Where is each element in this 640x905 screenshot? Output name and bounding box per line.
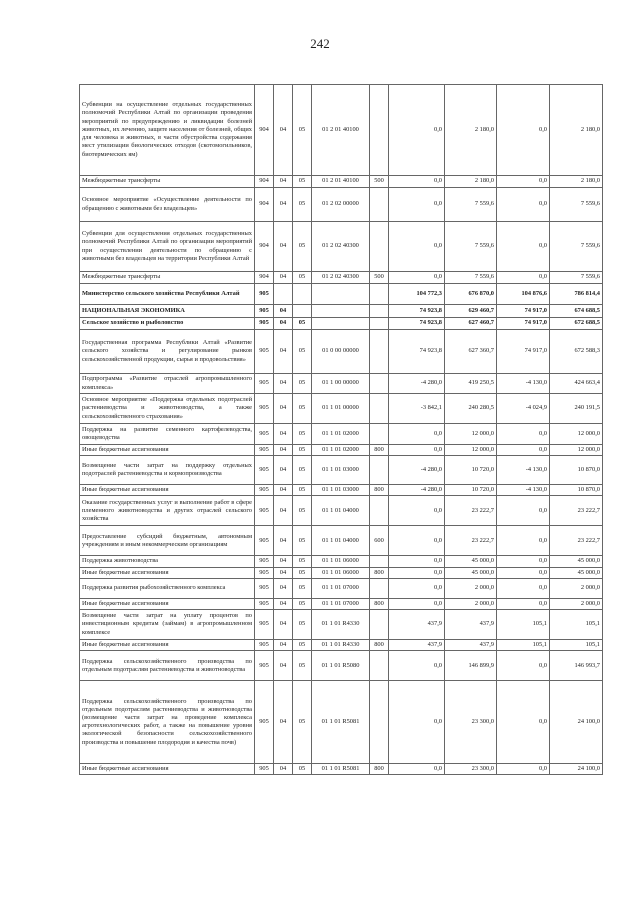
cell-amount-1: 0,0: [389, 764, 445, 775]
cell-grbs: 905: [255, 651, 274, 681]
cell-grbs: 905: [255, 394, 274, 424]
cell-target-article: 01 1 01 03000: [312, 456, 370, 485]
cell-grbs: 905: [255, 445, 274, 456]
cell-target-article: 01 2 02 40300: [312, 222, 370, 272]
cell-expense-type: [370, 374, 389, 394]
cell-amount-2: 23 300,0: [445, 764, 497, 775]
cell-target-article: 01 2 01 40100: [312, 85, 370, 176]
cell-amount-1: 0,0: [389, 445, 445, 456]
cell-amount-2: 146 899,9: [445, 651, 497, 681]
cell-name: Сельское хозяйство и рыболовство: [80, 318, 255, 330]
table-row: [80, 651, 603, 681]
table-row: [80, 330, 603, 374]
cell-section: 04: [274, 567, 293, 578]
cell-expense-type: [370, 284, 389, 305]
cell-amount-1: 0,0: [389, 176, 445, 188]
cell-amount-2: 7 559,6: [445, 222, 497, 272]
cell-name: Поддержка сельскохозяйственного производства по отдельным подотраслям растениеводства и животноводства: [80, 651, 255, 681]
cell-section: 04: [274, 578, 293, 598]
cell-amount-1: 0,0: [389, 188, 445, 222]
cell-grbs: 904: [255, 188, 274, 222]
cell-target-article: 01 1 01 R5080: [312, 651, 370, 681]
cell-amount-1: 0,0: [389, 222, 445, 272]
cell-amount-4: 672 688,5: [550, 318, 603, 330]
cell-amount-1: 0,0: [389, 651, 445, 681]
table-row: [80, 188, 603, 222]
cell-amount-2: 676 870,0: [445, 284, 497, 305]
table-body: [80, 85, 603, 775]
cell-expense-type: [370, 651, 389, 681]
cell-grbs: 905: [255, 640, 274, 651]
cell-section: 04: [274, 176, 293, 188]
cell-grbs: 905: [255, 567, 274, 578]
cell-name: Подпрограмма «Развитие отраслей агропромышленного комплекса»: [80, 374, 255, 394]
cell-subsection: 05: [293, 681, 312, 764]
table-row: [80, 610, 603, 640]
table-row: [80, 85, 603, 176]
cell-name: Иные бюджетные ассигнования: [80, 764, 255, 775]
cell-grbs: 905: [255, 284, 274, 305]
cell-name: Межбюджетные трансферты: [80, 272, 255, 284]
cell-grbs: 905: [255, 485, 274, 496]
cell-amount-3: -4 130,0: [497, 456, 550, 485]
cell-name: Иные бюджетные ассигнования: [80, 567, 255, 578]
cell-grbs: 904: [255, 176, 274, 188]
cell-amount-4: 2 000,0: [550, 578, 603, 598]
cell-target-article: 01 1 01 03000: [312, 485, 370, 496]
table-row: [80, 764, 603, 775]
cell-amount-3: 0,0: [497, 424, 550, 445]
table-row: [80, 640, 603, 651]
cell-amount-2: 7 559,6: [445, 188, 497, 222]
cell-target-article: 01 1 01 02000: [312, 445, 370, 456]
cell-amount-4: 146 993,7: [550, 651, 603, 681]
cell-subsection: 05: [293, 456, 312, 485]
cell-name: Поддержка на развитие семенного картофелеводства, овощеводства: [80, 424, 255, 445]
table-row: [80, 526, 603, 556]
cell-expense-type: 800: [370, 598, 389, 609]
cell-section: 04: [274, 394, 293, 424]
cell-name: Государственная программа Республики Алтай «Развитие сельского хозяйства и регулирование рынков сельскохозяйственной продукции, сырья и продовольствия»: [80, 330, 255, 374]
cell-amount-1: 0,0: [389, 556, 445, 567]
cell-section: 04: [274, 526, 293, 556]
cell-subsection: 05: [293, 394, 312, 424]
cell-section: [274, 284, 293, 305]
cell-amount-2: 2 180,0: [445, 176, 497, 188]
table-row: [80, 284, 603, 305]
cell-subsection: 05: [293, 651, 312, 681]
cell-subsection: 05: [293, 445, 312, 456]
cell-subsection: 05: [293, 567, 312, 578]
cell-name: Поддержка сельскохозяйственного производства по отдельным подотраслям растениеводства и животноводства (возмещение части затрат на проведение комплекса агротехнологических работ, а также на повышение уровня экологической безопасности сельскохозяйственного производства и повышение плодородия и качества почв): [80, 681, 255, 764]
cell-section: 04: [274, 85, 293, 176]
table-row: [80, 598, 603, 609]
cell-amount-3: 74 917,0: [497, 305, 550, 318]
cell-amount-3: 0,0: [497, 188, 550, 222]
cell-expense-type: [370, 681, 389, 764]
cell-target-article: [312, 305, 370, 318]
table-row: [80, 578, 603, 598]
cell-amount-2: 12 000,0: [445, 445, 497, 456]
cell-section: 04: [274, 610, 293, 640]
cell-name: Субвенции для осуществления отдельных государственных полномочий Республики Алтай по организации мероприятий при осуществлении деятельности по обращению с животными без владельцев на территории Республики Алтай: [80, 222, 255, 272]
cell-target-article: 01 2 02 00000: [312, 188, 370, 222]
cell-subsection: 05: [293, 374, 312, 394]
cell-amount-1: 437,9: [389, 640, 445, 651]
cell-amount-4: 45 000,0: [550, 567, 603, 578]
cell-amount-3: 0,0: [497, 567, 550, 578]
cell-grbs: 905: [255, 496, 274, 526]
cell-subsection: 05: [293, 188, 312, 222]
cell-amount-3: 0,0: [497, 578, 550, 598]
cell-expense-type: 500: [370, 176, 389, 188]
cell-subsection: 05: [293, 526, 312, 556]
cell-subsection: 05: [293, 610, 312, 640]
cell-amount-1: 74 923,8: [389, 318, 445, 330]
cell-section: 04: [274, 374, 293, 394]
table-row: [80, 445, 603, 456]
cell-expense-type: [370, 85, 389, 176]
cell-amount-2: 23 222,7: [445, 496, 497, 526]
cell-name: Предоставление субсидий бюджетным, автономным учреждениям и иным некоммерческим организациям: [80, 526, 255, 556]
cell-expense-type: 600: [370, 526, 389, 556]
cell-grbs: 905: [255, 578, 274, 598]
table-row: [80, 272, 603, 284]
cell-section: 04: [274, 651, 293, 681]
cell-grbs: 905: [255, 330, 274, 374]
cell-amount-1: 0,0: [389, 567, 445, 578]
cell-amount-2: 12 000,0: [445, 424, 497, 445]
cell-amount-4: 23 222,7: [550, 526, 603, 556]
cell-name: НАЦИОНАЛЬНАЯ ЭКОНОМИКА: [80, 305, 255, 318]
cell-amount-1: 0,0: [389, 85, 445, 176]
cell-expense-type: [370, 318, 389, 330]
cell-amount-1: 0,0: [389, 272, 445, 284]
cell-expense-type: [370, 330, 389, 374]
cell-amount-1: 437,9: [389, 610, 445, 640]
cell-section: 04: [274, 318, 293, 330]
cell-amount-1: -4 280,0: [389, 456, 445, 485]
cell-subsection: 05: [293, 318, 312, 330]
cell-amount-1: 104 772,3: [389, 284, 445, 305]
cell-target-article: 01 1 01 07000: [312, 578, 370, 598]
cell-section: 04: [274, 305, 293, 318]
cell-grbs: 905: [255, 764, 274, 775]
cell-name: Оказание государственных услуг и выполнение работ в сфере племенного животноводства и других отраслей сельского хозяйства: [80, 496, 255, 526]
cell-grbs: 905: [255, 681, 274, 764]
cell-section: 04: [274, 485, 293, 496]
table-row: [80, 681, 603, 764]
cell-amount-2: 2 180,0: [445, 85, 497, 176]
cell-target-article: 01 2 02 40300: [312, 272, 370, 284]
cell-target-article: [312, 318, 370, 330]
cell-amount-4: 24 100,0: [550, 764, 603, 775]
cell-amount-1: 0,0: [389, 424, 445, 445]
cell-expense-type: [370, 394, 389, 424]
cell-amount-3: 0,0: [497, 445, 550, 456]
cell-amount-2: 419 250,5: [445, 374, 497, 394]
cell-section: 04: [274, 456, 293, 485]
cell-section: 04: [274, 640, 293, 651]
cell-amount-3: -4 024,9: [497, 394, 550, 424]
cell-subsection: 05: [293, 85, 312, 176]
cell-grbs: 905: [255, 305, 274, 318]
cell-expense-type: 500: [370, 272, 389, 284]
cell-amount-3: 0,0: [497, 681, 550, 764]
cell-target-article: 01 1 00 00000: [312, 374, 370, 394]
table-row: [80, 318, 603, 330]
cell-amount-1: 0,0: [389, 598, 445, 609]
cell-amount-2: 627 460,7: [445, 318, 497, 330]
cell-expense-type: [370, 188, 389, 222]
cell-target-article: 01 1 01 R5081: [312, 681, 370, 764]
cell-subsection: [293, 284, 312, 305]
cell-expense-type: [370, 578, 389, 598]
cell-subsection: 05: [293, 640, 312, 651]
cell-amount-2: 437,9: [445, 640, 497, 651]
cell-amount-2: 23 300,0: [445, 681, 497, 764]
cell-amount-4: 2 180,0: [550, 85, 603, 176]
cell-amount-1: 0,0: [389, 578, 445, 598]
cell-amount-2: 23 222,7: [445, 526, 497, 556]
cell-amount-2: 627 360,7: [445, 330, 497, 374]
table-row: [80, 176, 603, 188]
cell-section: 04: [274, 764, 293, 775]
cell-target-article: 01 1 01 02000: [312, 424, 370, 445]
table-row: [80, 556, 603, 567]
cell-section: 04: [274, 272, 293, 284]
cell-amount-4: 45 000,0: [550, 556, 603, 567]
cell-amount-4: 23 222,7: [550, 496, 603, 526]
cell-target-article: 01 2 01 40100: [312, 176, 370, 188]
cell-subsection: 05: [293, 330, 312, 374]
cell-amount-3: 74 917,0: [497, 330, 550, 374]
cell-amount-4: 10 870,0: [550, 485, 603, 496]
cell-grbs: 905: [255, 456, 274, 485]
cell-amount-3: 74 917,0: [497, 318, 550, 330]
cell-grbs: 905: [255, 598, 274, 609]
cell-amount-4: 7 559,6: [550, 188, 603, 222]
cell-expense-type: 800: [370, 445, 389, 456]
cell-amount-3: 0,0: [497, 222, 550, 272]
cell-section: 04: [274, 496, 293, 526]
cell-grbs: 905: [255, 610, 274, 640]
cell-amount-3: 0,0: [497, 598, 550, 609]
cell-amount-4: 24 100,0: [550, 681, 603, 764]
cell-target-article: 01 0 00 00000: [312, 330, 370, 374]
table-row: [80, 394, 603, 424]
cell-amount-1: 0,0: [389, 681, 445, 764]
cell-amount-3: -4 130,0: [497, 485, 550, 496]
cell-target-article: [312, 284, 370, 305]
cell-subsection: 05: [293, 496, 312, 526]
cell-amount-3: 0,0: [497, 496, 550, 526]
cell-amount-2: 10 720,0: [445, 485, 497, 496]
table-row: [80, 456, 603, 485]
cell-subsection: 05: [293, 598, 312, 609]
cell-grbs: 905: [255, 526, 274, 556]
cell-section: 04: [274, 188, 293, 222]
cell-section: 04: [274, 598, 293, 609]
cell-amount-2: 2 000,0: [445, 578, 497, 598]
cell-name: Основное мероприятие «Осуществление деятельности по обращению с животными без владельцев»: [80, 188, 255, 222]
cell-section: 04: [274, 556, 293, 567]
cell-amount-2: 2 000,0: [445, 598, 497, 609]
cell-amount-4: 10 870,0: [550, 456, 603, 485]
cell-name: Возмещение части затрат на поддержку отдельных подотраслей растениеводства и кормопроизводства: [80, 456, 255, 485]
cell-name: Основное мероприятие «Поддержка отдельных подотраслей растениеводства и животноводства, а также сельскохозяйственного страхования»: [80, 394, 255, 424]
cell-name: Поддержка развития рыбохозяйственного комплекса: [80, 578, 255, 598]
cell-expense-type: [370, 556, 389, 567]
cell-section: 04: [274, 330, 293, 374]
cell-target-article: 01 1 01 00000: [312, 394, 370, 424]
cell-grbs: 905: [255, 424, 274, 445]
table-row: [80, 567, 603, 578]
cell-amount-3: 105,1: [497, 610, 550, 640]
cell-subsection: 05: [293, 222, 312, 272]
cell-amount-2: 45 000,0: [445, 556, 497, 567]
cell-expense-type: 800: [370, 640, 389, 651]
cell-grbs: 905: [255, 374, 274, 394]
cell-name: Поддержка животноводства: [80, 556, 255, 567]
cell-amount-3: 0,0: [497, 764, 550, 775]
cell-amount-4: 7 559,6: [550, 272, 603, 284]
cell-amount-4: 674 688,5: [550, 305, 603, 318]
cell-amount-2: 7 559,6: [445, 272, 497, 284]
table-row: [80, 374, 603, 394]
cell-subsection: 05: [293, 764, 312, 775]
cell-amount-1: -4 280,0: [389, 374, 445, 394]
cell-subsection: 05: [293, 578, 312, 598]
cell-amount-4: 672 588,3: [550, 330, 603, 374]
cell-subsection: [293, 305, 312, 318]
budget-table: [79, 84, 603, 775]
cell-amount-3: 104 876,6: [497, 284, 550, 305]
cell-grbs: 905: [255, 556, 274, 567]
cell-amount-2: 437,9: [445, 610, 497, 640]
cell-amount-4: 12 000,0: [550, 424, 603, 445]
cell-amount-4: 424 663,4: [550, 374, 603, 394]
cell-amount-3: 0,0: [497, 85, 550, 176]
cell-amount-1: 0,0: [389, 526, 445, 556]
cell-amount-1: 74 923,8: [389, 305, 445, 318]
cell-name: Иные бюджетные ассигнования: [80, 445, 255, 456]
cell-target-article: 01 1 01 R5081: [312, 764, 370, 775]
cell-section: 04: [274, 424, 293, 445]
cell-amount-2: 240 280,5: [445, 394, 497, 424]
cell-expense-type: [370, 496, 389, 526]
cell-amount-3: 0,0: [497, 526, 550, 556]
cell-name: Иные бюджетные ассигнования: [80, 640, 255, 651]
cell-amount-4: 2 180,0: [550, 176, 603, 188]
cell-expense-type: 800: [370, 567, 389, 578]
cell-amount-1: -4 280,0: [389, 485, 445, 496]
cell-amount-2: 10 720,0: [445, 456, 497, 485]
cell-expense-type: [370, 424, 389, 445]
cell-amount-1: 74 923,8: [389, 330, 445, 374]
table-row: [80, 485, 603, 496]
cell-amount-4: 786 814,4: [550, 284, 603, 305]
cell-target-article: 01 1 01 R4330: [312, 610, 370, 640]
table-row: [80, 222, 603, 272]
cell-amount-3: 0,0: [497, 176, 550, 188]
cell-name: Иные бюджетные ассигнования: [80, 598, 255, 609]
cell-grbs: 905: [255, 318, 274, 330]
cell-expense-type: [370, 222, 389, 272]
cell-name: Иные бюджетные ассигнования: [80, 485, 255, 496]
table-row: [80, 496, 603, 526]
cell-amount-3: 0,0: [497, 272, 550, 284]
cell-amount-4: 2 000,0: [550, 598, 603, 609]
cell-amount-4: 105,1: [550, 640, 603, 651]
cell-expense-type: [370, 610, 389, 640]
cell-subsection: 05: [293, 485, 312, 496]
cell-name: Межбюджетные трансферты: [80, 176, 255, 188]
cell-amount-4: 105,1: [550, 610, 603, 640]
cell-subsection: 05: [293, 272, 312, 284]
cell-section: 04: [274, 445, 293, 456]
cell-grbs: 904: [255, 85, 274, 176]
cell-amount-2: 629 460,7: [445, 305, 497, 318]
cell-name: Субвенции на осуществление отдельных государственных полномочий Республики Алтай по организации проведения мероприятий по предупреждению и ликвидации болезней животных, их лечению, защите населения от болезней, общих для человека и животных, в части обустройства содержания мест утилизации биологических отходов (скотомогильников, биотермических ям): [80, 85, 255, 176]
table-row: [80, 305, 603, 318]
cell-amount-3: -4 130,0: [497, 374, 550, 394]
cell-amount-3: 0,0: [497, 556, 550, 567]
cell-name: Возмещение части затрат на уплату процентов по инвестиционным кредитам (займам) в агропромышленном комплексе: [80, 610, 255, 640]
cell-expense-type: 800: [370, 485, 389, 496]
cell-section: 04: [274, 681, 293, 764]
cell-amount-4: 240 191,5: [550, 394, 603, 424]
cell-section: 04: [274, 222, 293, 272]
cell-amount-1: -3 842,1: [389, 394, 445, 424]
cell-amount-3: 105,1: [497, 640, 550, 651]
cell-amount-2: 45 000,0: [445, 567, 497, 578]
cell-subsection: 05: [293, 176, 312, 188]
cell-target-article: 01 1 01 07000: [312, 598, 370, 609]
cell-target-article: 01 1 01 R4330: [312, 640, 370, 651]
cell-grbs: 904: [255, 272, 274, 284]
cell-expense-type: [370, 305, 389, 318]
cell-amount-4: 12 000,0: [550, 445, 603, 456]
cell-subsection: 05: [293, 556, 312, 567]
cell-target-article: 01 1 01 06000: [312, 556, 370, 567]
page-number: 242: [310, 36, 330, 51]
cell-subsection: 05: [293, 424, 312, 445]
cell-target-article: 01 1 01 04000: [312, 496, 370, 526]
cell-grbs: 904: [255, 222, 274, 272]
cell-amount-3: 0,0: [497, 651, 550, 681]
cell-expense-type: [370, 456, 389, 485]
cell-amount-4: 7 559,6: [550, 222, 603, 272]
cell-name: Министерство сельского хозяйства Республики Алтай: [80, 284, 255, 305]
table-row: [80, 424, 603, 445]
cell-expense-type: 800: [370, 764, 389, 775]
cell-amount-1: 0,0: [389, 496, 445, 526]
cell-target-article: 01 1 01 06000: [312, 567, 370, 578]
cell-target-article: 01 1 01 04000: [312, 526, 370, 556]
